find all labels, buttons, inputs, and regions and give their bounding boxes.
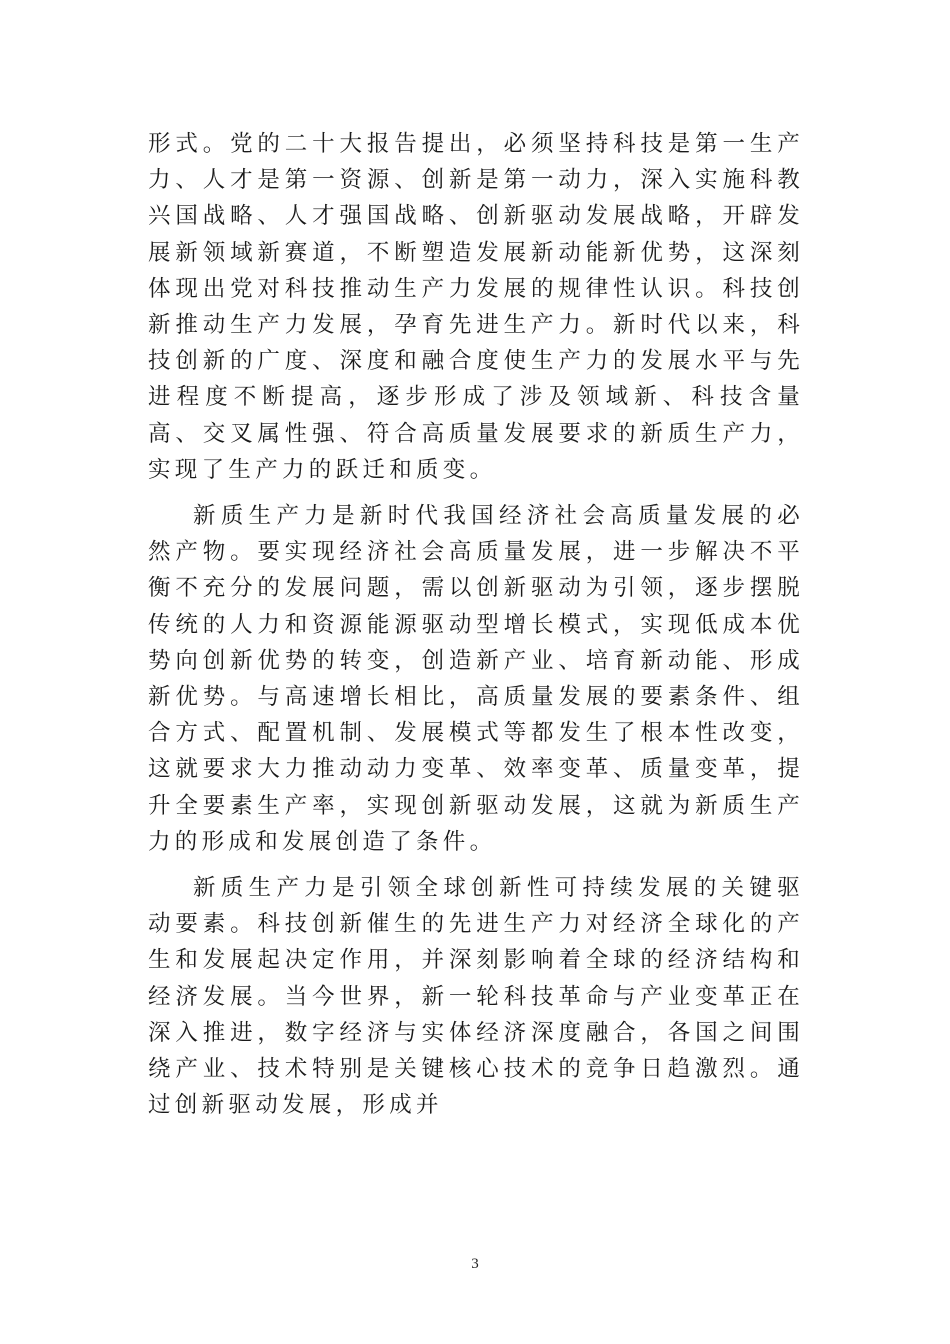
paragraph: 新质生产力是新时代我国经济社会高质量发展的必然产物。要实现经济社会高质量发展，进一步解决不平衡不充分的发展问题，需以创新驱动为引领，逐步摆脱传统的人力和资源能源驱动型增长模式，实现低成本优势向创新优势的转变，创造新产业、培育新动能、形成新优势。与高速增长相比，高质量发展的要素条件、组合方式、配置机制、发展模式等都发生了根本性改变，这就要求大力推动动力变革、效率变革、质量变革，提升全要素生产率，实现创新驱动发展，这就为新质生产力的形成和发展创造了条件。 (148, 503, 804, 855)
page-number: 3 (471, 1256, 479, 1272)
paragraph: 新质生产力是引领全球创新性可持续发展的关键驱动要素。科技创新催生的先进生产力对经济全球化的产生和发展起决定作用，并深刻影响着全球的经济结构和经济发展。当今世界，新一轮科技革命与产业变革正在深入推进，数字经济与实体经济深度融合，各国之间围绕产业、技术特别是关键核心技术的竞争日趋激烈。通过创新驱动发展，形成并 (148, 875, 804, 1119)
body-text (148, 126, 804, 1123)
paragraph-continuation: 形式。党的二十大报告提出，必须坚持科技是第一生产力、人才是第一资源、创新是第一动力，深入实施科教兴国战略、人才强国战略、创新驱动发展战略，开辟发展新领域新赛道，不断塑造发展新动能新优势，这深刻体现出党对科技推动生产力发展的规律性认识。科技创新推动生产力发展，孕育先进生产力。新时代以来，科技创新的广度、深度和融合度使生产力的发展水平与先进程度不断提高，逐步形成了涉及领域新、科技含量高、交叉属性强、符合高质量发展要求的新质生产力，实现了生产力的跃迁和质变。 (148, 131, 804, 483)
